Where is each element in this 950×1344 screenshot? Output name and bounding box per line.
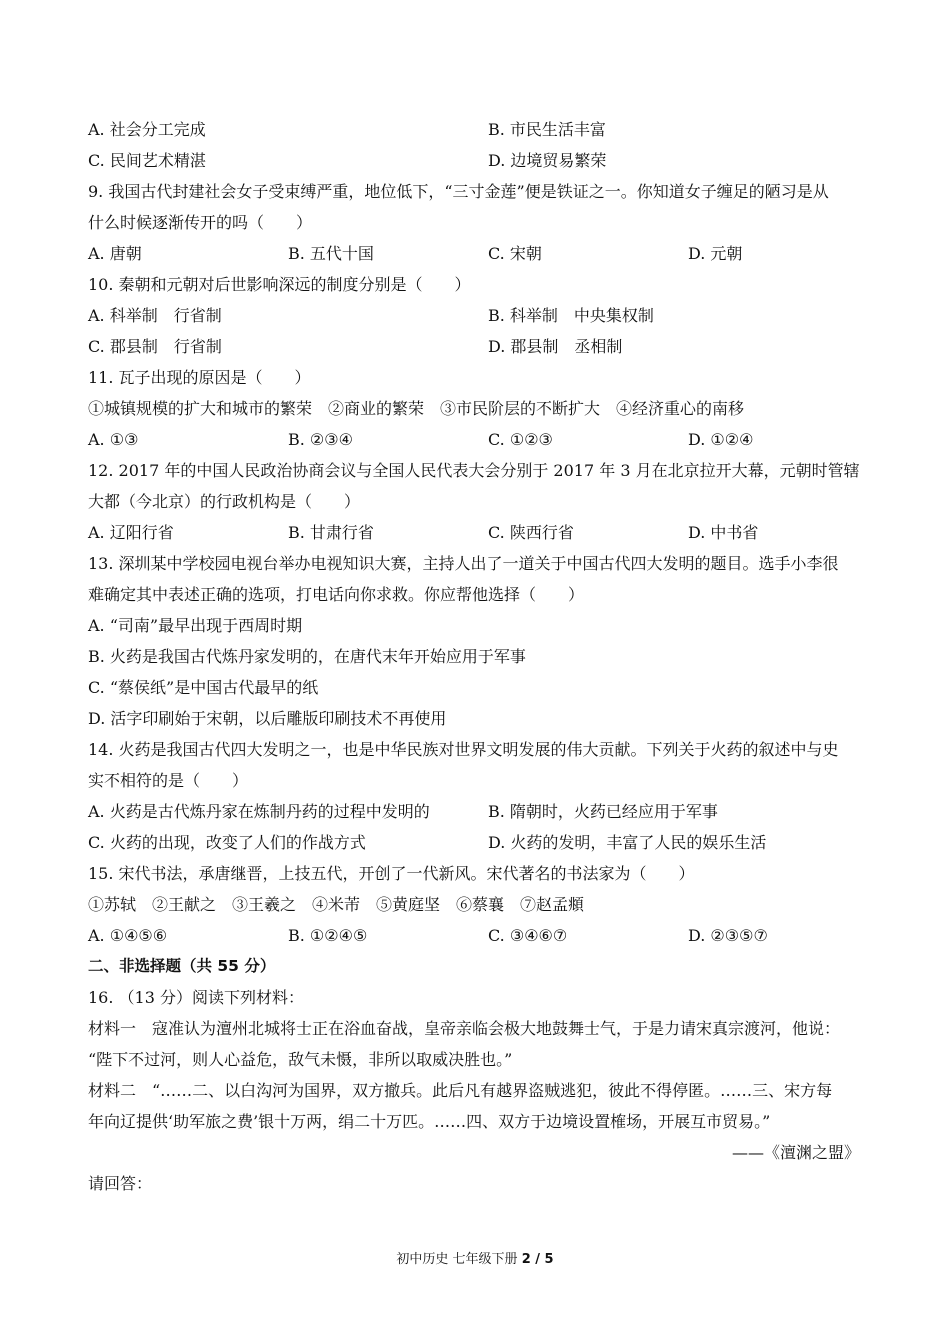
q14-option-d: D. 火药的发明，丰富了人民的娱乐生活 (488, 833, 767, 852)
q14-options-row-1 (88, 796, 866, 827)
q13-option-c: C. “蔡侯纸”是中国古代最早的纸 (88, 678, 319, 697)
q16-stem: 16. （13 分）阅读下列材料： (88, 988, 304, 1007)
material-1-line-1: 材料一 寇准认为澶州北城将士正在浴血奋战，皇帝亲临会极大地鼓舞士气，于是力请宋真宗渡河，他说： (88, 1019, 841, 1038)
q10-options-row-1 (88, 300, 866, 331)
q9-option-c: C. 宋朝 (488, 244, 542, 263)
page-number: 2 / 5 (521, 1252, 554, 1267)
q13-option-a: A. “司南”最早出现于西周时期 (88, 616, 303, 635)
q15-stem: 15. 宋代书法，承唐继晋，上技五代，开创了一代新风。宋代著名的书法家为（ ） (88, 864, 695, 883)
q14-stem-line-2: 实不相符的是（ ） (88, 771, 249, 790)
q12-option-c: C. 陕西行省 (488, 523, 574, 542)
q11-statements: ①城镇规模的扩大和城市的繁荣 ②商业的繁荣 ③市民阶层的不断扩大 ④经济重心的南移 (88, 399, 745, 418)
q12-options (88, 517, 866, 548)
q11-option-c: C. ①②③ (488, 430, 553, 449)
q12-option-a: A. 辽阳行省 (88, 523, 174, 542)
q10-options-row-2 (88, 331, 866, 362)
q13-option-d: D. 活字印刷始于宋朝，以后雕版印刷技术不再使用 (88, 709, 447, 728)
q15-option-c: C. ③④⑥⑦ (488, 926, 568, 945)
q14-stem-line-1: 14. 火药是我国古代四大发明之一，也是中华民族对世界文明发展的伟大贡献。下列关于火药的叙述中与史 (88, 740, 839, 759)
q10-option-a: A. 科举制 行省制 (88, 306, 222, 325)
q14-options-row-2 (88, 827, 866, 858)
exam-page (88, 114, 866, 1199)
q8-option-a: A. 社会分工完成 (88, 120, 206, 139)
material-2-line-1: 材料二 “……二、以白沟河为国界，双方撤兵。此后凡有越界盗贼逃犯，彼此不得停匿。……三、宋方每 (88, 1081, 833, 1100)
q12-option-b: B. 甘肃行省 (288, 523, 374, 542)
q10-stem: 10. 秦朝和元朝对后世影响深远的制度分别是（ ） (88, 275, 471, 294)
q15-option-b: B. ①②④⑤ (288, 926, 368, 945)
q9-stem-line-1: 9. 我国古代封建社会女子受束缚严重，地位低下，“三寸金莲”便是铁证之一。你知道女子缠足的陋习是从 (88, 182, 829, 201)
q11-option-b: B. ②③④ (288, 430, 353, 449)
q11-stem: 11. 瓦子出现的原因是（ ） (88, 368, 311, 387)
q9-option-a: A. 唐朝 (88, 244, 142, 263)
q14-option-c: C. 火药的出现，改变了人们的作战方式 (88, 833, 366, 852)
page-footer (0, 1248, 950, 1267)
q12-stem-line-1: 12. 2017 年的中国人民政治协商会议与全国人民代表大会分别于 2017 年 3 月在北京拉开大幕，元朝时管辖 (88, 461, 860, 480)
q8-options-row-1 (88, 114, 866, 145)
q11-option-d: D. ①②④ (688, 430, 754, 449)
q10-option-c: C. 郡县制 行省制 (88, 337, 222, 356)
q8-options-row-2 (88, 145, 866, 176)
q8-option-b: B. 市民生活丰富 (488, 120, 606, 139)
material-1-line-2: “陛下不过河，则人心益危，敌气未慑，非所以取威决胜也。” (88, 1050, 513, 1069)
q15-options (88, 920, 866, 951)
q13-stem-line-1: 13. 深圳某中学校园电视台举办电视知识大赛，主持人出了一道关于中国古代四大发明的题目。选手小李很 (88, 554, 839, 573)
q12-option-d: D. 中书省 (688, 523, 759, 542)
q11-option-a: A. ①③ (88, 430, 139, 449)
section-2-title: 二、非选择题（共 55 分） (88, 957, 276, 975)
q13-option-b: B. 火药是我国古代炼丹家发明的，在唐代末年开始应用于军事 (88, 647, 526, 666)
q10-option-b: B. 科举制 中央集权制 (488, 306, 654, 325)
q9-option-d: D. 元朝 (688, 244, 743, 263)
q14-option-b: B. 隋朝时，火药已经应用于军事 (488, 802, 718, 821)
material-2-line-2: 年向辽提供‘助军旅之费’银十万两，绢二十万匹。……四、双方于边境设置榷场，开展互市贸易。” (88, 1112, 771, 1131)
q8-option-d: D. 边境贸易繁荣 (488, 151, 607, 170)
q15-option-a: A. ①④⑤⑥ (88, 926, 168, 945)
footer-course-label: 初中历史 七年级下册 (396, 1252, 522, 1267)
material-2-source: ——《澶渊之盟》 (731, 1143, 860, 1162)
q10-option-d: D. 郡县制 丞相制 (488, 337, 623, 356)
q15-option-d: D. ②③⑤⑦ (688, 926, 768, 945)
q9-option-b: B. 五代十国 (288, 244, 374, 263)
q9-stem-line-2: 什么时候逐渐传开的吗（ ） (88, 213, 313, 232)
q15-statements: ①苏轼 ②王献之 ③王羲之 ④米芾 ⑤黄庭坚 ⑥蔡襄 ⑦赵孟頫 (88, 895, 585, 914)
q9-options (88, 238, 866, 269)
q11-options (88, 424, 866, 455)
answer-prompt: 请回答： (88, 1174, 153, 1193)
q14-option-a: A. 火药是古代炼丹家在炼制丹药的过程中发明的 (88, 802, 430, 821)
q13-stem-line-2: 难确定其中表述正确的选项，打电话向你求救。你应帮他选择（ ） (88, 585, 585, 604)
q8-option-c: C. 民间艺术精湛 (88, 151, 206, 170)
q12-stem-line-2: 大都（今北京）的行政机构是（ ） (88, 492, 361, 511)
